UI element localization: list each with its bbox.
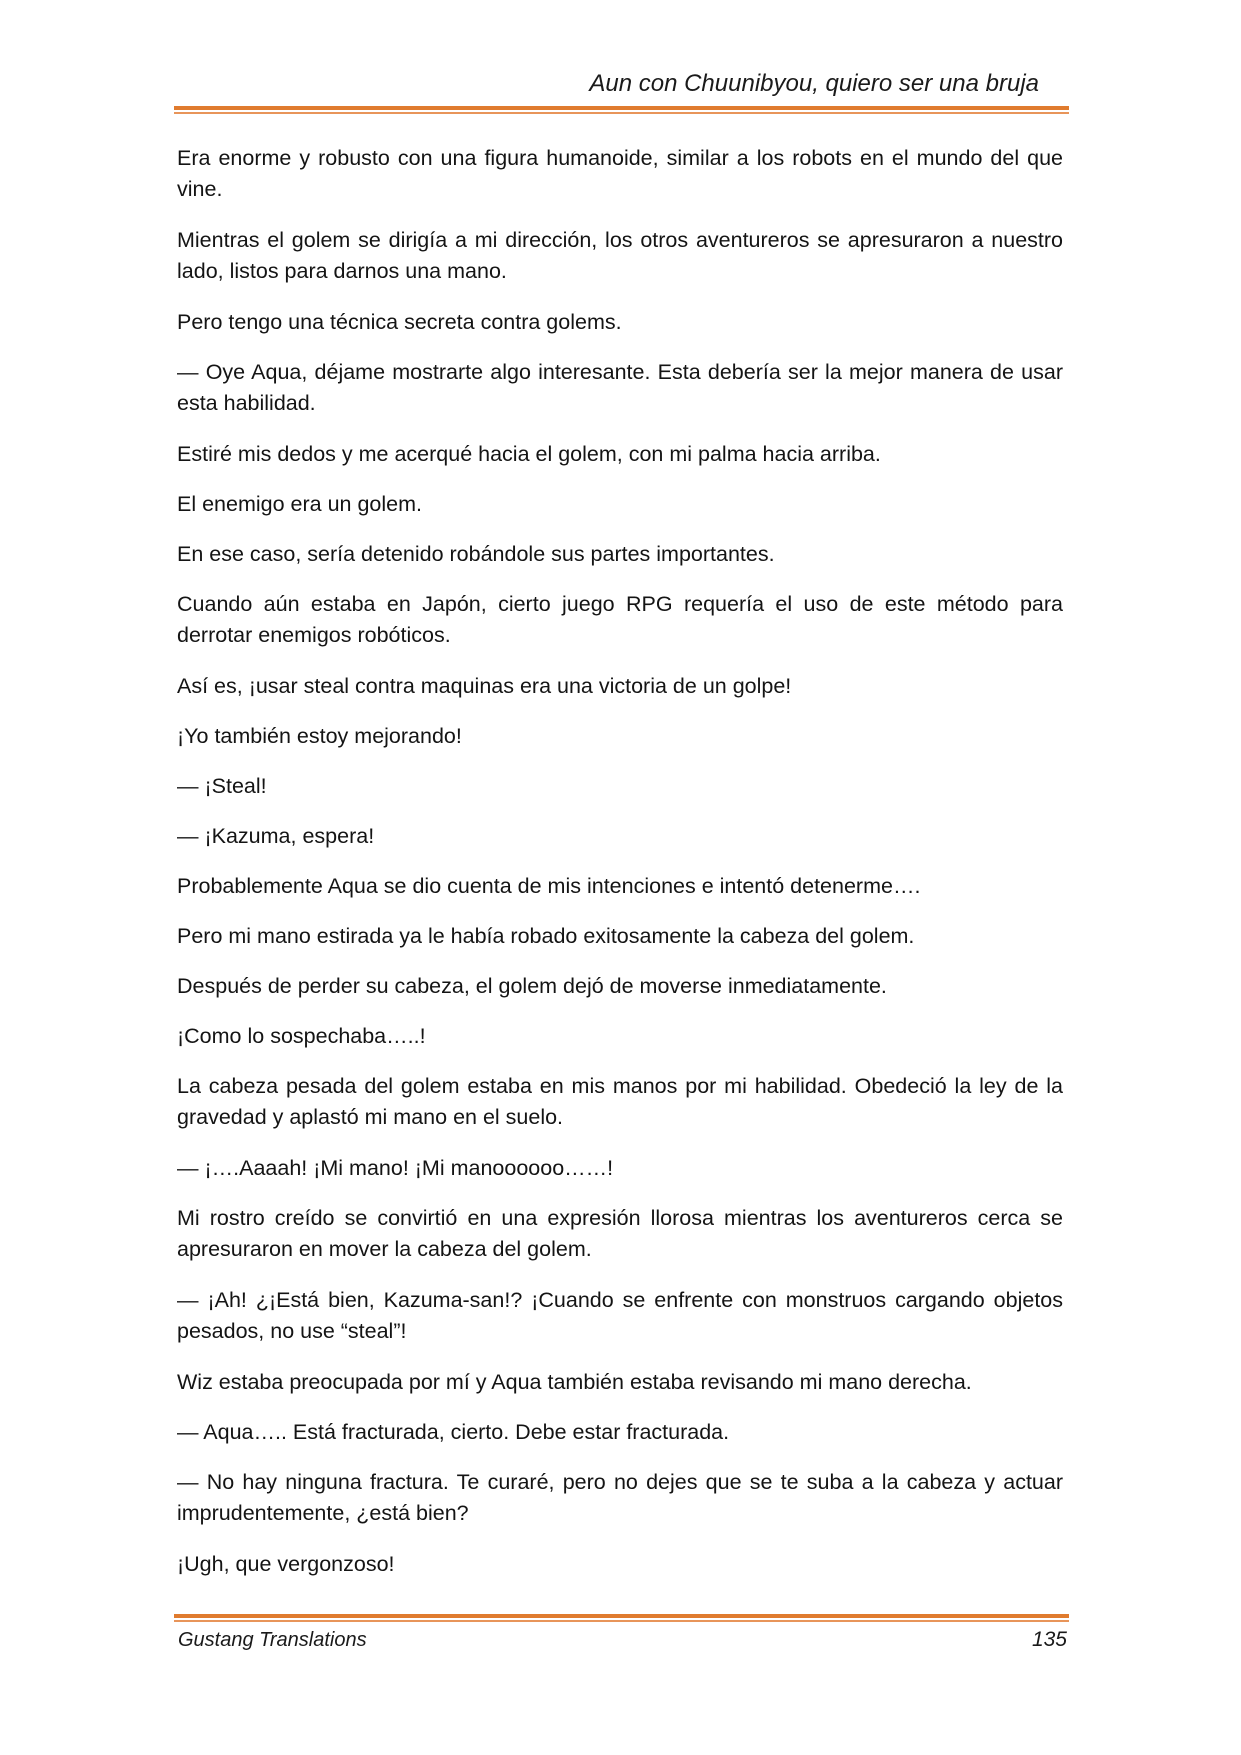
paragraph: Estiré mis dedos y me acerqué hacia el golem, con mi palma hacia arriba. [177, 442, 881, 466]
paragraph: — ¡Ah! ¿¡Está bien, Kazuma-san!? ¡Cuando se enfrente con monstruos cargando objetos pesados, no use “steal”! [177, 1288, 1063, 1343]
paragraph: — Oye Aqua, déjame mostrarte algo interesante. Esta debería ser la mejor manera de usar esta habilidad. [177, 360, 1063, 415]
paragraph: — Aqua….. Está fracturada, cierto. Debe estar fracturada. [177, 1420, 730, 1444]
paragraph: Era enorme y robusto con una figura humanoide, similar a los robots en el mundo del que vine. [177, 146, 1063, 201]
paragraph: — ¡….Aaaah! ¡Mi mano! ¡Mi manoooooo……! [177, 1156, 614, 1180]
paragraph: — No hay ninguna fractura. Te curaré, pero no dejes que se te suba a la cabeza y actuar imprudentemente, ¿está bien? [177, 1470, 1063, 1525]
paragraph: — ¡Kazuma, espera! [177, 824, 375, 848]
running-header-title: Aun con Chuunibyou, quiero ser una bruja [589, 70, 1039, 97]
paragraph: — ¡Steal! [177, 774, 267, 798]
paragraph: Pero mi mano estirada ya le había robado exitosamente la cabeza del golem. [177, 924, 915, 948]
page-number: 135 [1031, 1628, 1067, 1651]
footer-credit: Gustang Translations [178, 1629, 367, 1651]
paragraph: Después de perder su cabeza, el golem dejó de moverse inmediatamente. [177, 974, 887, 998]
paragraph: En ese caso, sería detenido robándole sus partes importantes. [177, 542, 775, 566]
paragraph: ¡Como lo sospechaba…..! [177, 1024, 426, 1048]
page-body [177, 143, 1063, 1599]
paragraph: Probablemente Aqua se dio cuenta de mis intenciones e intentó detenerme…. [177, 874, 921, 898]
paragraph: Mi rostro creído se convirtió en una expresión llorosa mientras los aventureros cerca se apresuraron en mover la cabeza del golem. [177, 1206, 1063, 1261]
footer-divider [174, 1614, 1069, 1622]
header-divider [174, 106, 1069, 114]
paragraph: La cabeza pesada del golem estaba en mis manos por mi habilidad. Obedeció la ley de la gravedad y aplastó mi mano en el suelo. [177, 1074, 1063, 1129]
paragraph: ¡Ugh, que vergonzoso! [177, 1552, 395, 1576]
paragraph: ¡Yo también estoy mejorando! [177, 724, 462, 748]
paragraph: Wiz estaba preocupada por mí y Aqua también estaba revisando mi mano derecha. [177, 1370, 972, 1394]
paragraph: Cuando aún estaba en Japón, cierto juego RPG requería el uso de este método para derrotar enemigos robóticos. [177, 592, 1063, 647]
paragraph: Así es, ¡usar steal contra maquinas era una victoria de un golpe! [177, 674, 792, 698]
paragraph: Mientras el golem se dirigía a mi dirección, los otros aventureros se apresuraron a nuestro lado, listos para darnos una mano. [177, 228, 1063, 283]
paragraph: Pero tengo una técnica secreta contra golems. [177, 310, 622, 334]
paragraph: El enemigo era un golem. [177, 492, 423, 516]
